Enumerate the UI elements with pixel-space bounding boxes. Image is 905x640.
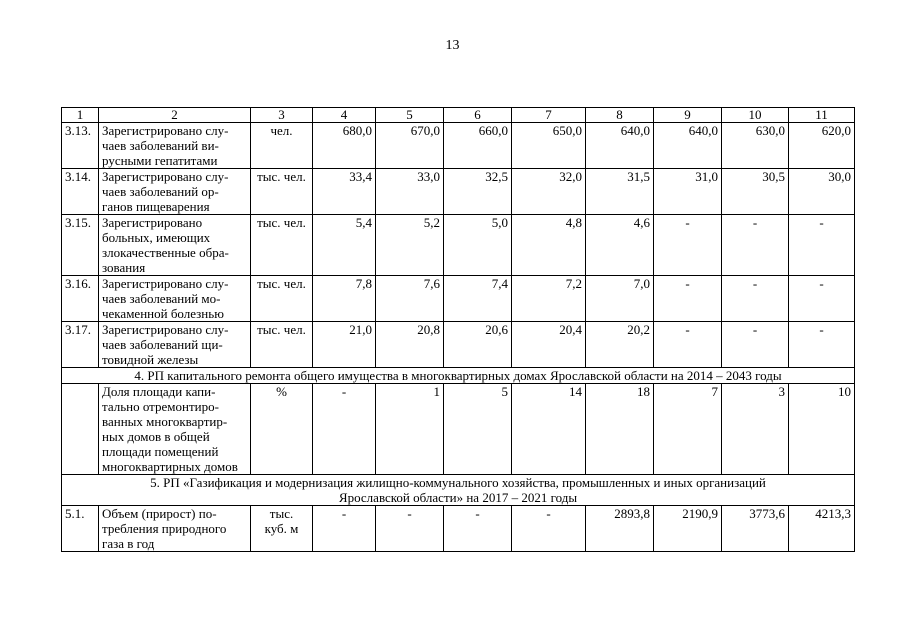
- indicator-name-line: газа в год: [102, 536, 155, 551]
- indicator-name-line: Объем (прирост) по-: [102, 506, 217, 521]
- indicator-name-line: злокачественные обра-: [102, 245, 229, 260]
- unit-cell: чел.: [251, 123, 313, 169]
- indicator-name-line: чаев заболеваний ви-: [102, 138, 219, 153]
- indicator-name-line: Зарегистрировано слу-: [102, 322, 229, 337]
- indicator-name-line: товидной железы: [102, 352, 199, 367]
- row-number: 3.15.: [62, 215, 99, 276]
- indicators-table: [61, 107, 855, 552]
- unit-cell: [251, 506, 313, 552]
- header-row: [62, 108, 855, 123]
- row-number: 3.14.: [62, 169, 99, 215]
- section-title-line: 5. РП «Газификация и модернизация жилищно-коммунального хозяйства, промышленных и иных организаций: [150, 475, 766, 490]
- value-cell: -: [313, 506, 376, 552]
- value-cell: 33,4: [313, 169, 376, 215]
- value-cell: 30,0: [789, 169, 855, 215]
- value-cell: 4,8: [512, 215, 586, 276]
- value-cell: 7: [654, 384, 722, 475]
- indicator-name-line: Зарегистрировано слу-: [102, 276, 229, 291]
- row-number: 3.16.: [62, 276, 99, 322]
- value-cell: 7,6: [376, 276, 444, 322]
- table-row: [62, 123, 855, 169]
- value-cell: 2893,8: [586, 506, 654, 552]
- value-cell: -: [512, 506, 586, 552]
- value-cell: -: [722, 322, 789, 368]
- column-header: 10: [722, 108, 789, 123]
- value-cell: 620,0: [789, 123, 855, 169]
- unit-cell: тыс. чел.: [251, 169, 313, 215]
- column-header: 11: [789, 108, 855, 123]
- value-cell: 20,6: [444, 322, 512, 368]
- value-cell: 640,0: [654, 123, 722, 169]
- indicator-name-line: чаев заболеваний мо-: [102, 291, 221, 306]
- column-header: 8: [586, 108, 654, 123]
- value-cell: 32,0: [512, 169, 586, 215]
- indicator-name-line: чаев заболеваний щи-: [102, 337, 223, 352]
- value-cell: -: [654, 276, 722, 322]
- value-cell: 14: [512, 384, 586, 475]
- value-cell: -: [722, 276, 789, 322]
- table-row: [62, 276, 855, 322]
- indicator-name-line: площади помещений: [102, 444, 219, 459]
- table-body: [62, 108, 855, 552]
- table-row: [62, 506, 855, 552]
- value-cell: 7,8: [313, 276, 376, 322]
- value-cell: -: [313, 384, 376, 475]
- indicator-name-line: Зарегистрировано: [102, 215, 203, 230]
- value-cell: 1: [376, 384, 444, 475]
- value-cell: 5,0: [444, 215, 512, 276]
- value-cell: -: [654, 322, 722, 368]
- value-cell: 7,4: [444, 276, 512, 322]
- value-cell: -: [789, 276, 855, 322]
- indicator-name-line: тально отремонтиро-: [102, 399, 219, 414]
- table-row: [62, 169, 855, 215]
- indicator-name-line: русными гепатитами: [102, 153, 218, 168]
- value-cell: -: [376, 506, 444, 552]
- table-row: [62, 215, 855, 276]
- value-cell: 31,5: [586, 169, 654, 215]
- value-cell: 5,4: [313, 215, 376, 276]
- indicator-name: [99, 506, 251, 552]
- value-cell: -: [789, 215, 855, 276]
- value-cell: 10: [789, 384, 855, 475]
- row-number: 5.1.: [62, 506, 99, 552]
- indicator-name-line: требления природного: [102, 521, 227, 536]
- unit-cell: тыс. чел.: [251, 322, 313, 368]
- indicator-name-line: зования: [102, 260, 146, 275]
- indicator-name-line: Зарегистрировано слу-: [102, 169, 229, 184]
- value-cell: 31,0: [654, 169, 722, 215]
- indicator-name-line: чекаменной болезнью: [102, 306, 224, 321]
- value-cell: 20,8: [376, 322, 444, 368]
- indicator-name: [99, 123, 251, 169]
- value-cell: 3: [722, 384, 789, 475]
- row-number: 3.17.: [62, 322, 99, 368]
- value-cell: 20,2: [586, 322, 654, 368]
- value-cell: 5: [444, 384, 512, 475]
- value-cell: 18: [586, 384, 654, 475]
- value-cell: 4213,3: [789, 506, 855, 552]
- section-title: 4. РП капитального ремонта общего имущества в многоквартирных домах Ярославской области на 2014 – 2043 годы: [62, 368, 855, 384]
- value-cell: -: [654, 215, 722, 276]
- column-header: 9: [654, 108, 722, 123]
- indicator-name: [99, 169, 251, 215]
- column-header: 1: [62, 108, 99, 123]
- indicator-name-line: Зарегистрировано слу-: [102, 123, 229, 138]
- value-cell: 680,0: [313, 123, 376, 169]
- value-cell: 20,4: [512, 322, 586, 368]
- value-cell: 3773,6: [722, 506, 789, 552]
- value-cell: 32,5: [444, 169, 512, 215]
- value-cell: 5,2: [376, 215, 444, 276]
- column-header: 4: [313, 108, 376, 123]
- value-cell: 630,0: [722, 123, 789, 169]
- value-cell: 4,6: [586, 215, 654, 276]
- indicator-name: [99, 276, 251, 322]
- unit-cell-line: тыс.: [269, 506, 294, 521]
- indicator-name-line: ванных многоквартир-: [102, 414, 228, 429]
- value-cell: -: [444, 506, 512, 552]
- table-row: [62, 384, 855, 475]
- section-title-line: Ярославской области» на 2017 – 2021 годы: [338, 490, 578, 505]
- section-row: [62, 368, 855, 384]
- indicator-name: [99, 215, 251, 276]
- value-cell: -: [722, 215, 789, 276]
- unit-cell: тыс. чел.: [251, 215, 313, 276]
- unit-cell: тыс. чел.: [251, 276, 313, 322]
- row-number: 3.13.: [62, 123, 99, 169]
- value-cell: 33,0: [376, 169, 444, 215]
- unit-cell-line: куб. м: [264, 521, 299, 536]
- table-row: [62, 322, 855, 368]
- row-number: [62, 384, 99, 475]
- column-header: 7: [512, 108, 586, 123]
- unit-cell: %: [251, 384, 313, 475]
- indicator-name-line: ганов пищеварения: [102, 199, 210, 214]
- indicator-name-line: чаев заболеваний ор-: [102, 184, 219, 199]
- value-cell: 650,0: [512, 123, 586, 169]
- column-header: 2: [99, 108, 251, 123]
- indicator-name-line: ных домов в общей: [102, 429, 210, 444]
- column-header: 3: [251, 108, 313, 123]
- column-header: 5: [376, 108, 444, 123]
- value-cell: 7,0: [586, 276, 654, 322]
- value-cell: 660,0: [444, 123, 512, 169]
- section-row: [62, 475, 855, 506]
- page-number: 13: [445, 38, 460, 53]
- value-cell: 21,0: [313, 322, 376, 368]
- value-cell: 2190,9: [654, 506, 722, 552]
- value-cell: 7,2: [512, 276, 586, 322]
- value-cell: 640,0: [586, 123, 654, 169]
- value-cell: -: [789, 322, 855, 368]
- value-cell: 670,0: [376, 123, 444, 169]
- indicator-name: [99, 384, 251, 475]
- section-title: [62, 475, 855, 506]
- indicator-name-line: многоквартирных домов: [102, 459, 238, 474]
- value-cell: 30,5: [722, 169, 789, 215]
- indicator-name-line: больных, имеющих: [102, 230, 211, 245]
- column-header: 6: [444, 108, 512, 123]
- indicator-name-line: Доля площади капи-: [102, 384, 216, 399]
- indicator-name: [99, 322, 251, 368]
